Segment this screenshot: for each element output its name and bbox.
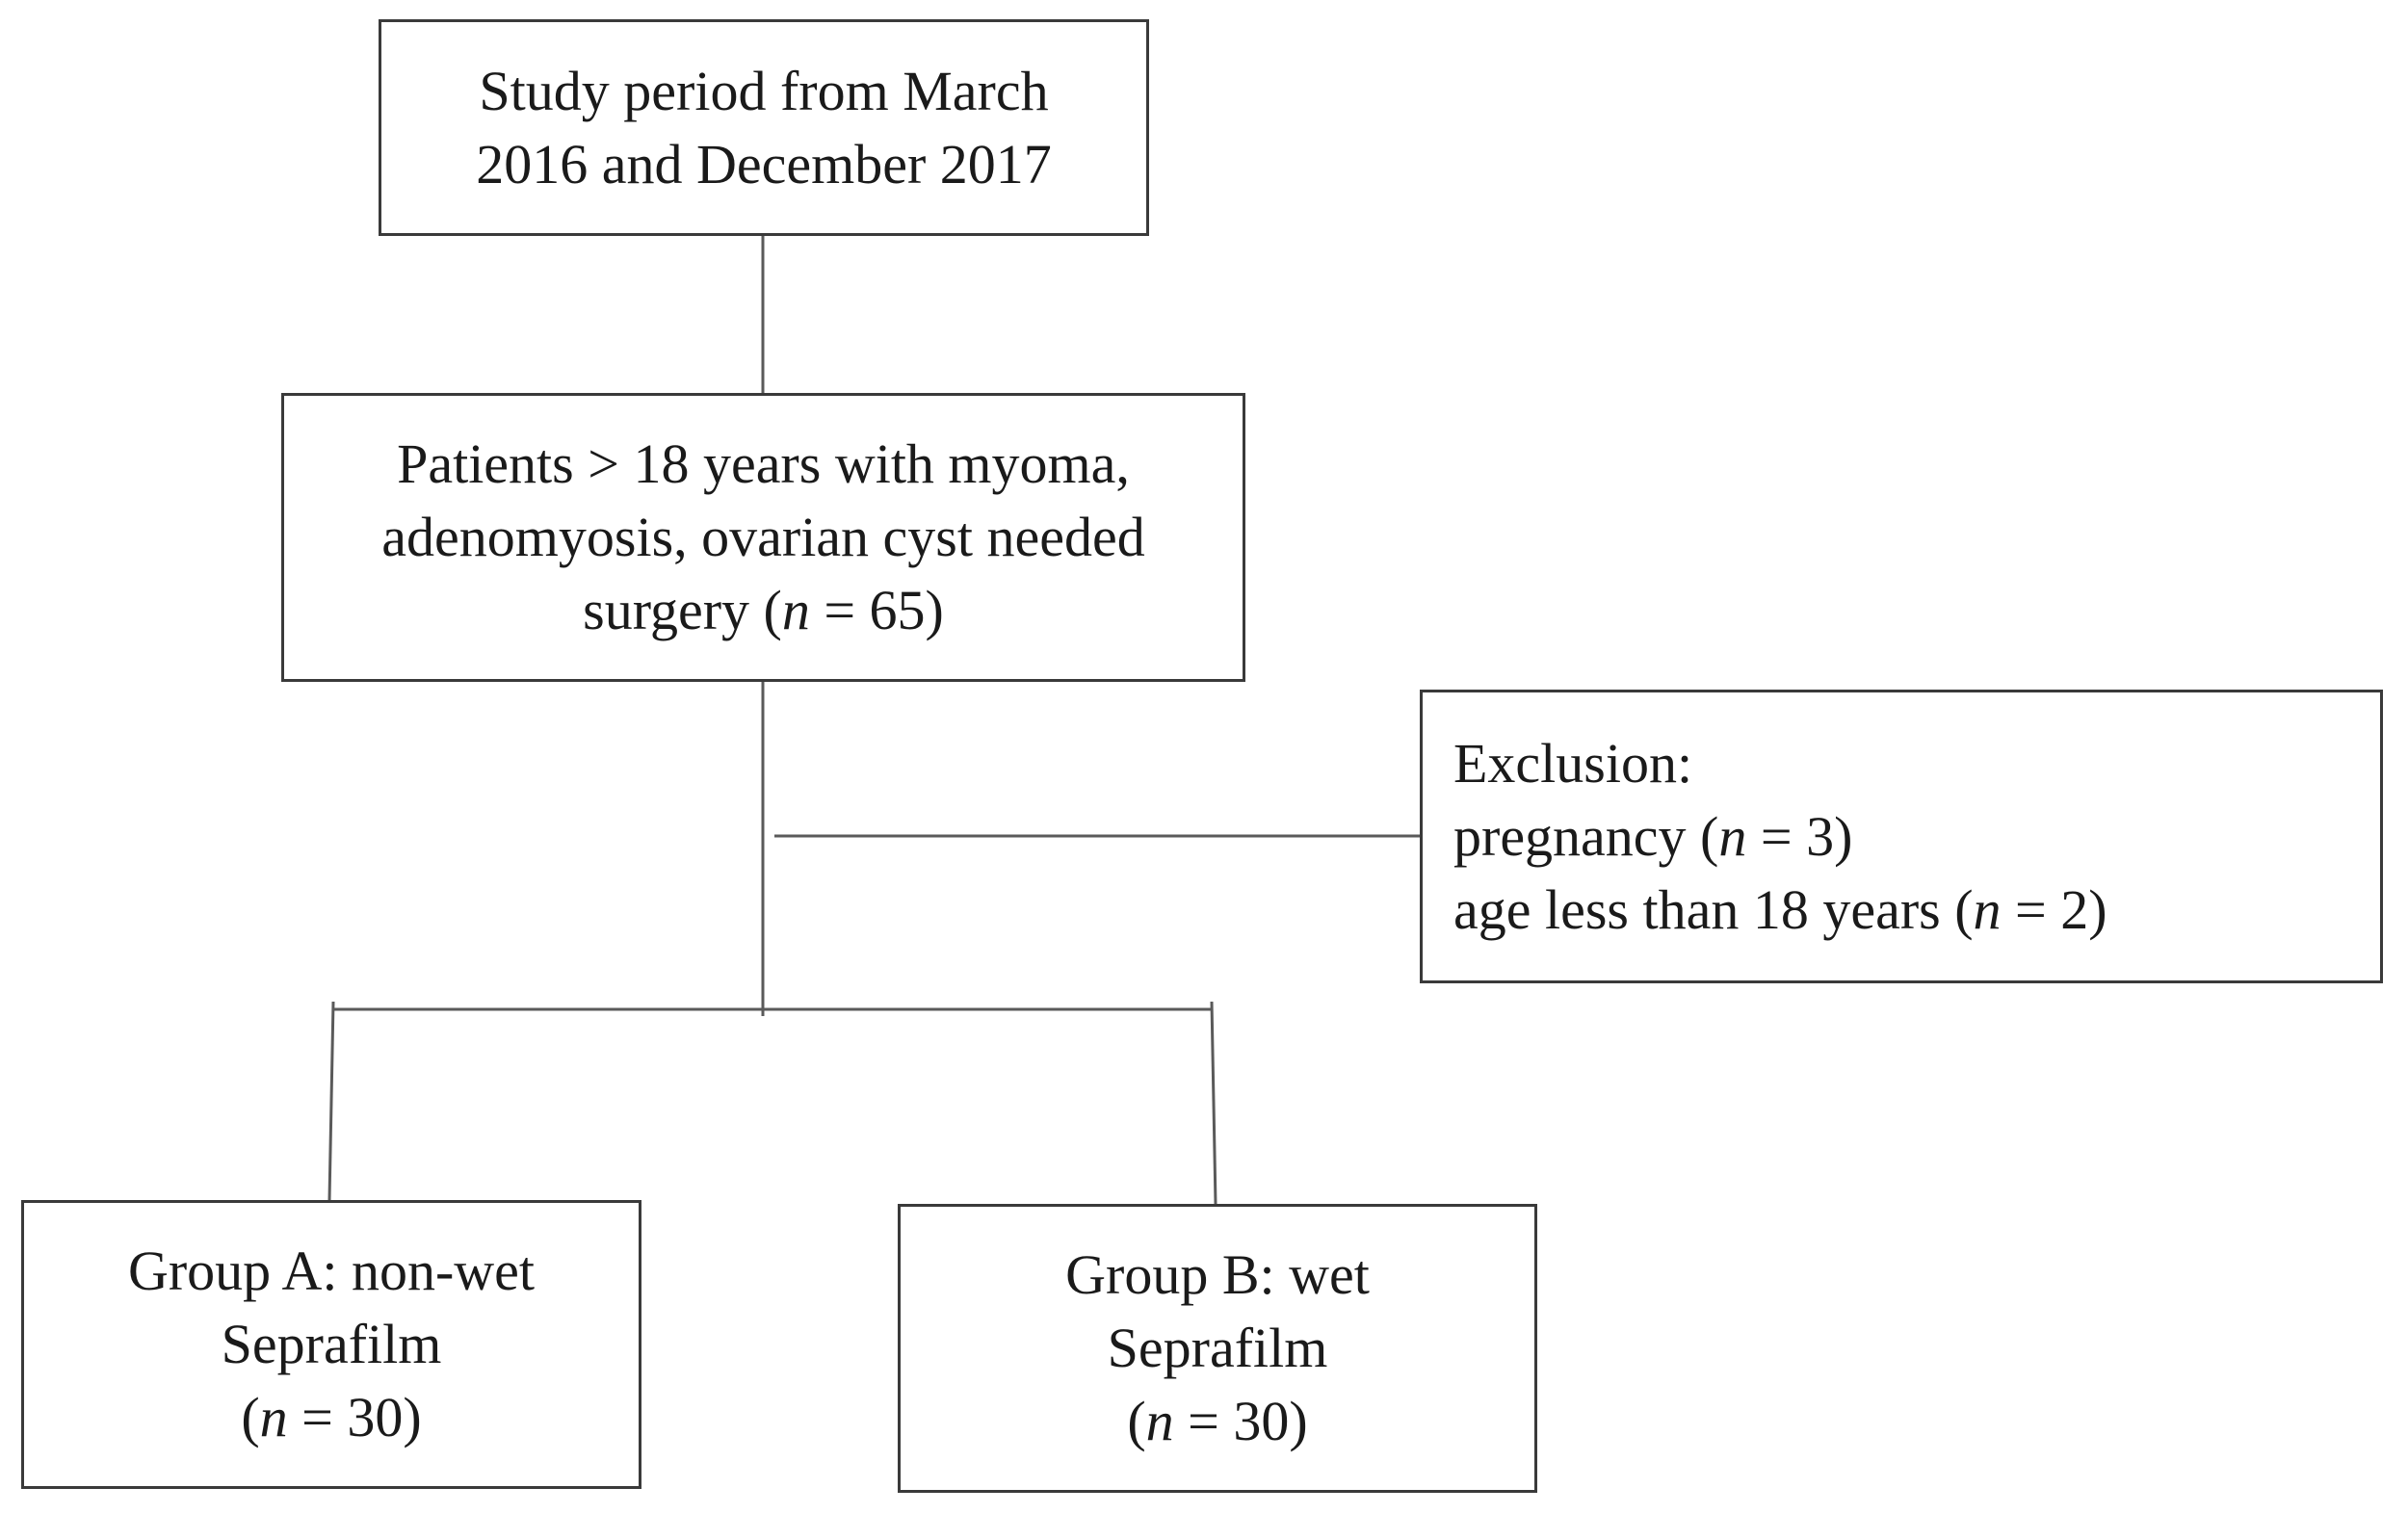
exclusion-box: [1420, 690, 2383, 983]
group-b-box: [898, 1204, 1537, 1493]
exclusion-pregnancy-suffix: = 3): [1746, 804, 1853, 868]
group-a-line-2: Seprafilm: [221, 1313, 442, 1375]
exclusion-age-n-variable: n: [1973, 877, 2002, 941]
patients-line-3-prefix: surgery (: [583, 579, 782, 641]
patients-n-variable: n: [781, 579, 810, 641]
group-b-n-variable: n: [1145, 1390, 1174, 1452]
exclusion-pregnancy-n-variable: n: [1718, 804, 1747, 868]
group-a-line-3-prefix: (: [241, 1386, 260, 1449]
group-b-line-1: Group B: wet: [1065, 1243, 1370, 1306]
group-a-line-3: [241, 1381, 421, 1454]
exclusion-age: [1453, 874, 2107, 947]
patients-box: [281, 393, 1245, 682]
patients-line-3: [583, 574, 944, 647]
group-a-box: [21, 1200, 641, 1489]
exclusion-age-suffix: = 2): [2001, 877, 2107, 941]
exclusion-pregnancy-prefix: pregnancy (: [1453, 804, 1719, 868]
group-b-line-3-suffix: = 30): [1173, 1390, 1308, 1452]
study-period-line-1: Study period from March: [479, 59, 1049, 122]
study-period-box: [379, 19, 1149, 236]
connector-to-group-a: [329, 1002, 333, 1200]
connector-to-group-b: [1212, 1002, 1216, 1204]
patients-line-2: adenomyosis, ovarian cyst needed: [381, 506, 1145, 568]
group-a-n-variable: n: [259, 1386, 288, 1449]
group-b-line-3-prefix: (: [1127, 1390, 1146, 1452]
study-period-line-2: 2016 and December 2017: [476, 132, 1052, 196]
group-b-line-3: [1127, 1385, 1307, 1458]
exclusion-pregnancy: [1453, 800, 1852, 874]
patients-line-1: Patients > 18 years with myoma,: [397, 432, 1130, 495]
patients-line-3-suffix: = 65): [809, 579, 944, 641]
exclusion-title: Exclusion:: [1453, 731, 1693, 795]
exclusion-age-prefix: age less than 18 years (: [1453, 877, 1974, 941]
group-a-line-3-suffix: = 30): [287, 1386, 422, 1449]
group-b-line-2: Seprafilm: [1107, 1317, 1328, 1379]
group-a-line-1: Group A: non-wet: [127, 1240, 536, 1302]
